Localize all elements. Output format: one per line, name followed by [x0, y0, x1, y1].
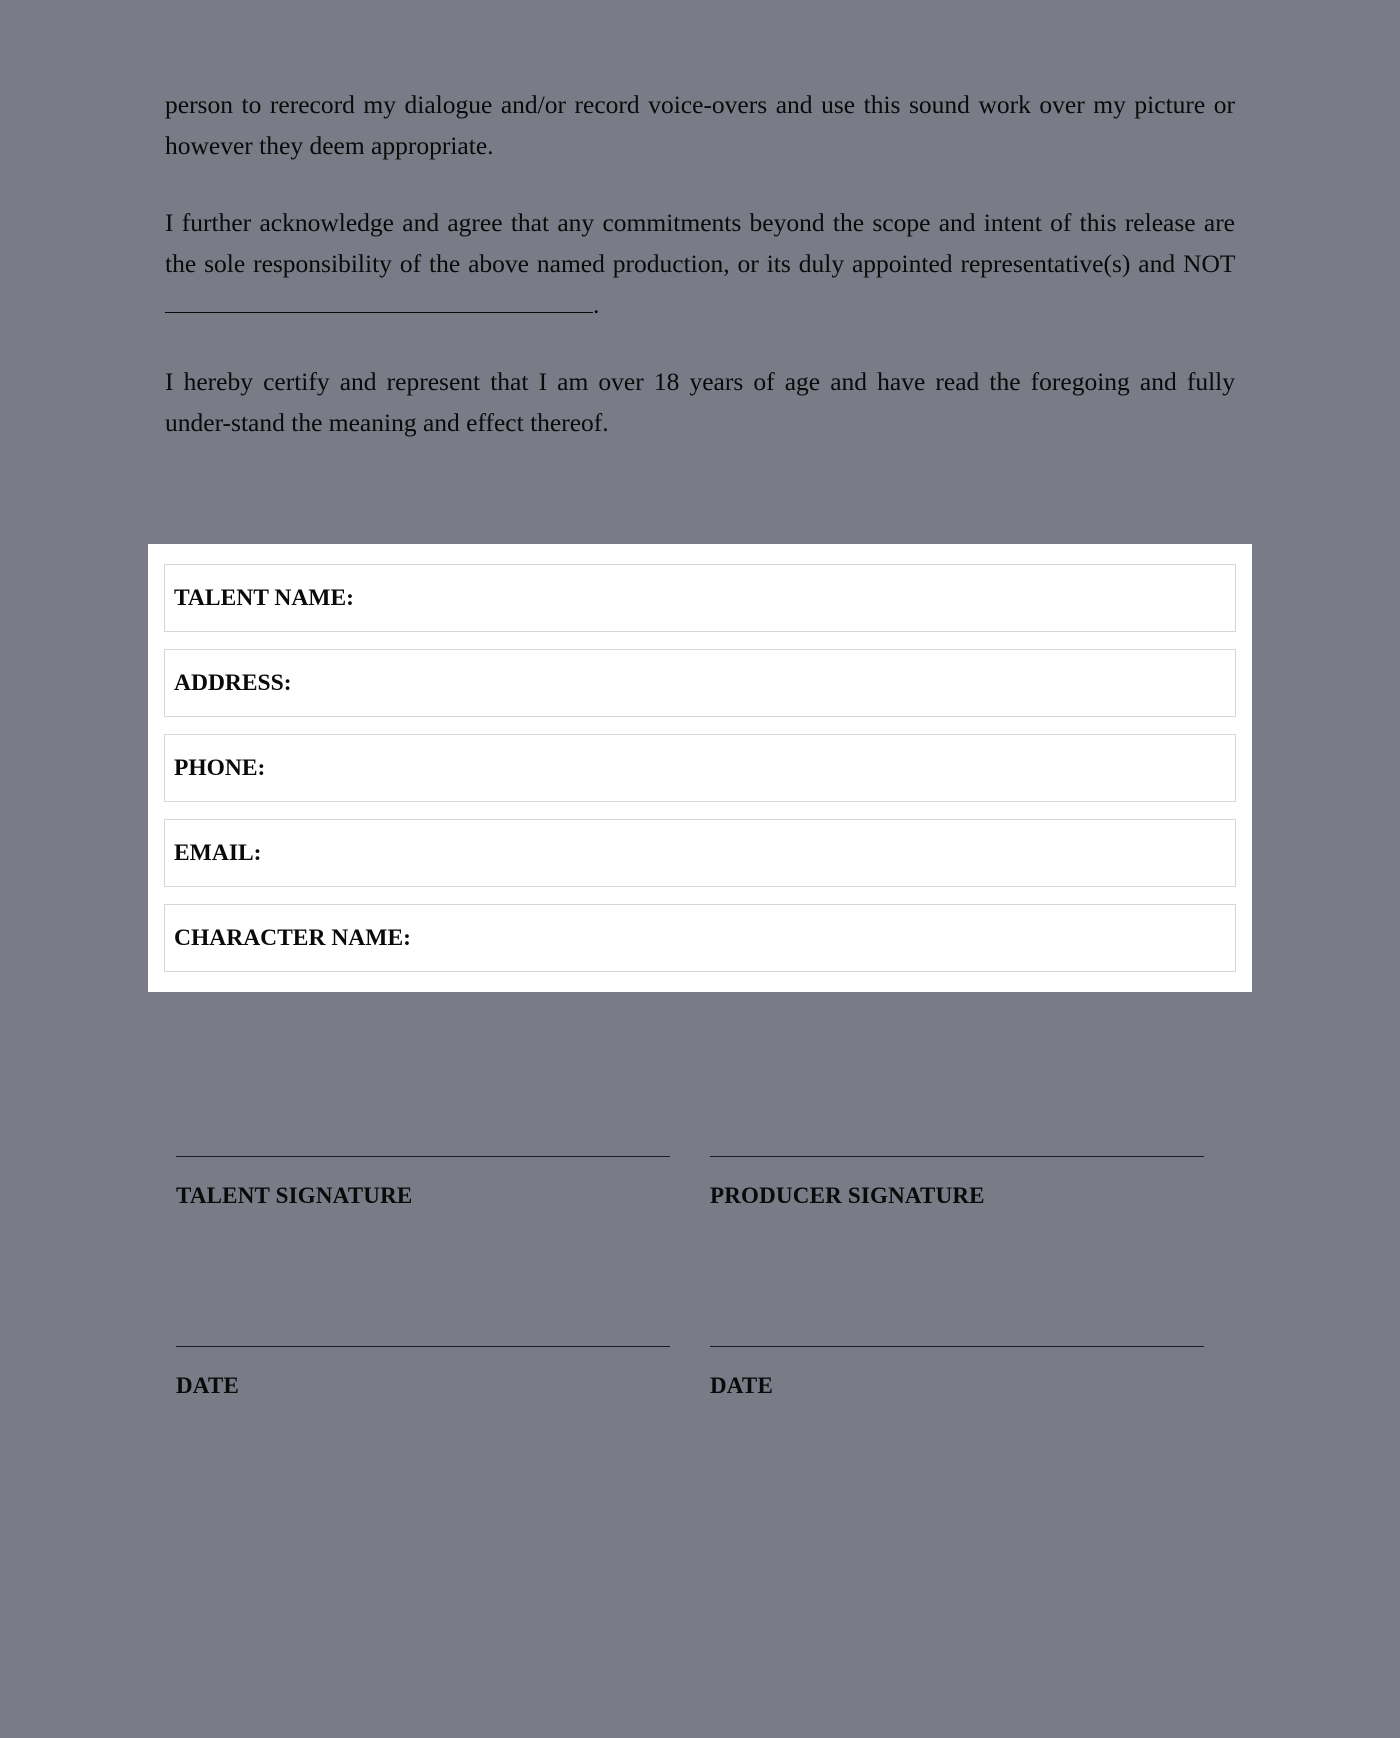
address-label: ADDRESS: [174, 669, 292, 696]
paragraph-acknowledge-text: I further acknowledge and agree that any commitments beyond the scope and intent of this release are the sole responsibility of the above named production, or its duly appointed representative(s) and NOT [165, 208, 1235, 278]
producer-date-label: DATE [710, 1373, 773, 1398]
talent-name-label: TALENT NAME: [174, 584, 354, 611]
email-field[interactable] [164, 819, 1236, 887]
party-blank-line[interactable] [165, 288, 593, 313]
talent-date-line[interactable] [176, 1346, 670, 1347]
talent-date-block [176, 1346, 670, 1399]
character-name-field[interactable] [164, 904, 1236, 972]
blank-period: . [593, 290, 600, 319]
producer-signature-label: PRODUCER SIGNATURE [710, 1183, 985, 1208]
talent-info-form [148, 544, 1252, 992]
paragraph-acknowledge [165, 202, 1235, 325]
talent-signature-label: TALENT SIGNATURE [176, 1183, 413, 1208]
email-label: EMAIL: [174, 839, 262, 866]
phone-label: PHONE: [174, 754, 266, 781]
producer-signature-block [710, 1156, 1204, 1209]
producer-signature-line[interactable] [710, 1156, 1204, 1157]
release-body [165, 84, 1235, 443]
producer-date-line[interactable] [710, 1346, 1204, 1347]
address-field[interactable] [164, 649, 1236, 717]
character-name-label: CHARACTER NAME: [174, 924, 411, 951]
producer-date-block [710, 1346, 1204, 1399]
paragraph-rerecord: person to rerecord my dialogue and/or record voice-overs and use this sound work over my picture or however they deem appropriate. [165, 90, 1235, 160]
talent-date-label: DATE [176, 1373, 239, 1398]
talent-signature-block [176, 1156, 670, 1209]
talent-signature-line[interactable] [176, 1156, 670, 1157]
paragraph-certify: I hereby certify and represent that I am over 18 years of age and have read the foregoing and fully under-stand the meaning and effect thereof. [165, 367, 1235, 437]
phone-field[interactable] [164, 734, 1236, 802]
talent-name-field[interactable] [164, 564, 1236, 632]
